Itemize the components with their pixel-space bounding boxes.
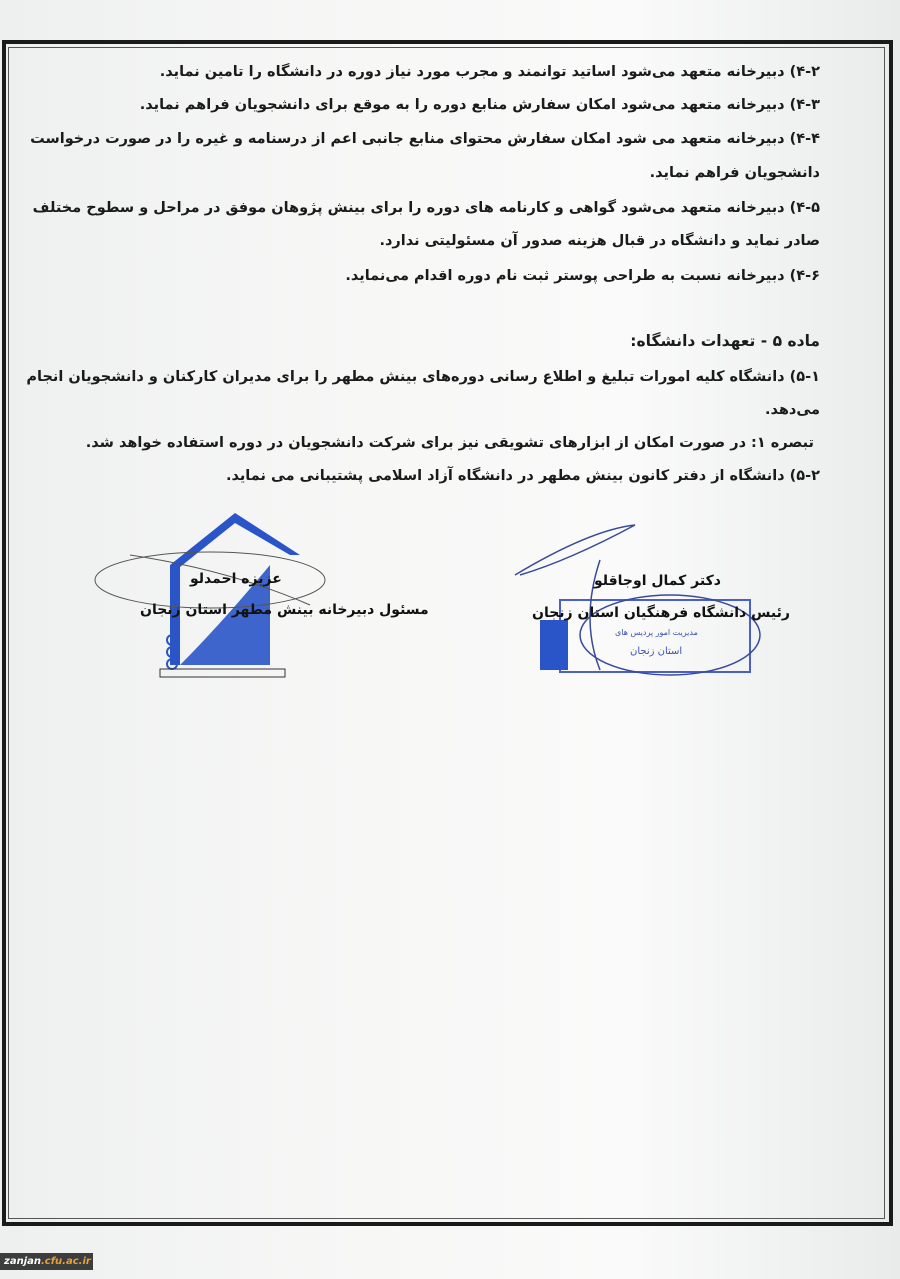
right-signatory-name: دکتر کمال اوجاقلو <box>594 573 721 589</box>
article-5-heading: ماده ۵ - تعهدات دانشگاه: <box>630 332 820 350</box>
stamp-text-line-2: استان زنجان <box>630 646 683 657</box>
watermark-part-1: zanjan <box>4 1256 41 1267</box>
stamp-text-line-1: مدیریت امور پردیس های <box>615 628 698 637</box>
clause-4-2: ۴-۲) دبیرخانه متعهد می‌شود اساتید توانمند و مجرب مورد نیاز دوره در دانشگاه را تامین نماید. <box>159 64 820 80</box>
clause-4-6: ۴-۶) دبیرخانه نسبت به طراحی پوستر ثبت نام دوره اقدام می‌نماید. <box>345 268 820 284</box>
note-1: تبصره ۱: در صورت امکان از ابزارهای تشویقی نیز برای شرکت دانشجویان در دوره استفاده خواهد شد. <box>85 435 814 451</box>
clause-4-5: ۴-۵) دبیرخانه متعهد می‌شود گواهی و کارنامه های دوره را برای بینش پژوهان موفق در مراحل و سطوح مختلف <box>32 200 820 216</box>
clause-5-1-cont: می‌دهد. <box>764 402 820 418</box>
site-watermark <box>0 1253 93 1270</box>
clause-4-4: ۴-۴) دبیرخانه متعهد می شود امکان سفارش محتوای منابع جانبی اعم از درسنامه و غیره را در صورت درخواست <box>30 131 820 147</box>
clause-4-3: ۴-۳) دبیرخانه متعهد می‌شود امکان سفارش منابع دوره را به موقع برای دانشجویان فراهم نماید. <box>139 97 820 113</box>
right-stamp <box>510 520 770 685</box>
clause-5-1: ۵-۱) دانشگاه کلیه امورات تبلیغ و اطلاع رسانی دوره‌های بینش مطهر را برای مدیران کارکنان و دانشجویان انجام <box>26 369 820 385</box>
clause-5-2: ۵-۲) دانشگاه از دفتر کانون بینش مطهر در دانشگاه آزاد اسلامی پشتیبانی می نماید. <box>225 468 820 484</box>
watermark-part-2: .cfu.ac.ir <box>40 1256 91 1267</box>
left-signatory-name: عزیزه احمدلو <box>190 571 282 587</box>
left-signatory-title: مسئول دبیرخانه بینش مطهر استان زنجان <box>140 602 429 618</box>
clause-4-4-cont: دانشجویان فراهم نماید. <box>649 165 820 181</box>
clause-4-5-cont: صادر نماید و دانشگاه در قبال هزینه صدور آن مسئولیتی ندارد. <box>379 233 820 249</box>
right-signatory-title: رئیس دانشگاه فرهنگیان استان زنجان <box>532 605 790 621</box>
